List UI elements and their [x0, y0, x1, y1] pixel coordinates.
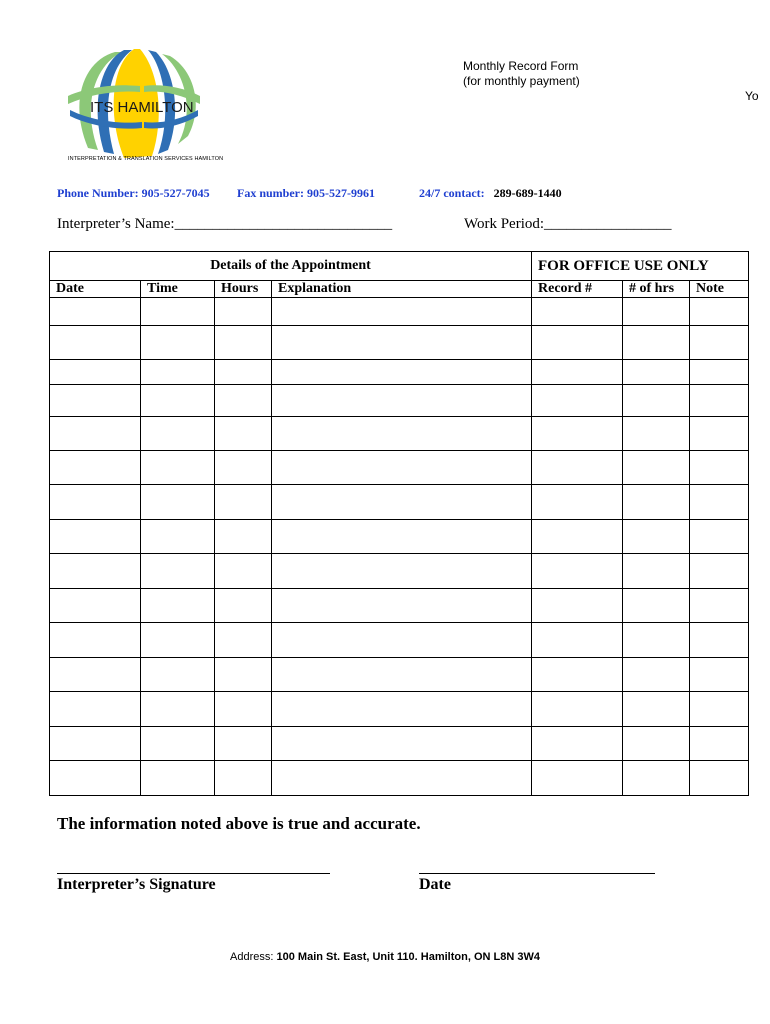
- cell-explanation[interactable]: [272, 520, 532, 554]
- cell-time[interactable]: [141, 417, 215, 451]
- cell-hours[interactable]: [215, 451, 272, 485]
- cell-note[interactable]: [690, 485, 749, 520]
- table-row: [50, 761, 749, 796]
- emergency-contact-value: 289-689-1440: [493, 186, 562, 200]
- group-header-row: [50, 252, 749, 281]
- col-record: Record #: [532, 281, 623, 298]
- signature-label: Interpreter’s Signature: [57, 876, 216, 893]
- cell-time[interactable]: [141, 623, 215, 658]
- cell-time[interactable]: [141, 485, 215, 520]
- cell-record[interactable]: [532, 298, 623, 326]
- table-row: [50, 298, 749, 326]
- cell-time[interactable]: [141, 385, 215, 417]
- cell-date[interactable]: [50, 360, 141, 385]
- cell-explanation[interactable]: [272, 385, 532, 417]
- cell-hours[interactable]: [215, 298, 272, 326]
- col-date: Date: [50, 281, 141, 298]
- logo-wordmark: ITS HAMILTON: [90, 99, 194, 116]
- cell-time[interactable]: [141, 727, 215, 761]
- cell-hrs[interactable]: [623, 554, 690, 589]
- cell-time[interactable]: [141, 692, 215, 727]
- cell-record[interactable]: [532, 417, 623, 451]
- cell-hours[interactable]: [215, 761, 272, 796]
- cell-record[interactable]: [532, 360, 623, 385]
- attestation-statement: The information noted above is true and accurate.: [57, 814, 421, 833]
- cell-record[interactable]: [532, 326, 623, 360]
- cell-note[interactable]: [690, 658, 749, 692]
- clipped-corner-text: Yo: [745, 89, 759, 103]
- cell-note[interactable]: [690, 326, 749, 360]
- table-row: [50, 485, 749, 520]
- cell-hrs[interactable]: [623, 385, 690, 417]
- cell-hrs[interactable]: [623, 417, 690, 451]
- logo-subtitle: INTERPRETATION & TRANSLATION SERVICES HAMILTON: [68, 156, 224, 162]
- table-row: [50, 727, 749, 761]
- cell-explanation[interactable]: [272, 658, 532, 692]
- cell-hrs[interactable]: [623, 485, 690, 520]
- office-use-header: FOR OFFICE USE ONLY: [532, 252, 749, 281]
- table-row: [50, 326, 749, 360]
- cell-explanation[interactable]: [272, 692, 532, 727]
- cell-note[interactable]: [690, 298, 749, 326]
- cell-record[interactable]: [532, 692, 623, 727]
- cell-record[interactable]: [532, 554, 623, 589]
- cell-time[interactable]: [141, 554, 215, 589]
- cell-date[interactable]: [50, 658, 141, 692]
- cell-note[interactable]: [690, 761, 749, 796]
- cell-date[interactable]: [50, 589, 141, 623]
- table-row: [50, 554, 749, 589]
- table-row: [50, 692, 749, 727]
- col-hrs: # of hrs: [623, 281, 690, 298]
- form-title-line2: (for monthly payment): [463, 74, 580, 88]
- cell-explanation[interactable]: [272, 727, 532, 761]
- cell-explanation[interactable]: [272, 589, 532, 623]
- cell-time[interactable]: [141, 360, 215, 385]
- col-explanation: Explanation: [272, 281, 532, 298]
- cell-hours[interactable]: [215, 692, 272, 727]
- cell-note[interactable]: [690, 623, 749, 658]
- cell-note[interactable]: [690, 385, 749, 417]
- cell-hrs[interactable]: [623, 692, 690, 727]
- blank-rows: [50, 298, 749, 796]
- cell-date[interactable]: [50, 417, 141, 451]
- cell-hrs[interactable]: [623, 451, 690, 485]
- appointment-details-header: Details of the Appointment: [50, 252, 532, 281]
- cell-hours[interactable]: [215, 485, 272, 520]
- cell-note[interactable]: [690, 417, 749, 451]
- cell-hours[interactable]: [215, 623, 272, 658]
- table-row: [50, 520, 749, 554]
- cell-record[interactable]: [532, 623, 623, 658]
- cell-time[interactable]: [141, 761, 215, 796]
- cell-note[interactable]: [690, 692, 749, 727]
- cell-explanation[interactable]: [272, 761, 532, 796]
- cell-time[interactable]: [141, 298, 215, 326]
- cell-explanation[interactable]: [272, 326, 532, 360]
- cell-explanation[interactable]: [272, 623, 532, 658]
- interpreter-name-field[interactable]: Interpreter’s Name:_____________________________: [57, 216, 393, 232]
- cell-hrs[interactable]: [623, 360, 690, 385]
- col-time: Time: [141, 281, 215, 298]
- address: [0, 951, 770, 963]
- cell-date[interactable]: [50, 298, 141, 326]
- cell-record[interactable]: [532, 451, 623, 485]
- col-hours: Hours: [215, 281, 272, 298]
- cell-record[interactable]: [532, 727, 623, 761]
- cell-date[interactable]: [50, 692, 141, 727]
- cell-note[interactable]: [690, 727, 749, 761]
- cell-hrs[interactable]: [623, 727, 690, 761]
- cell-record[interactable]: [532, 520, 623, 554]
- cell-hours[interactable]: [215, 520, 272, 554]
- cell-record[interactable]: [532, 761, 623, 796]
- col-note: Note: [690, 281, 749, 298]
- address-value: 100 Main St. East, Unit 110. Hamilton, ON L8N 3W4: [276, 951, 540, 963]
- cell-date[interactable]: [50, 385, 141, 417]
- cell-hrs[interactable]: [623, 658, 690, 692]
- cell-note[interactable]: [690, 589, 749, 623]
- cell-hours[interactable]: [215, 589, 272, 623]
- cell-note[interactable]: [690, 451, 749, 485]
- phone-number: Phone Number: 905-527-7045: [57, 186, 210, 200]
- its-hamilton-logo: [60, 40, 220, 170]
- table-row: [50, 623, 749, 658]
- column-header-row: [50, 281, 749, 298]
- cell-hours[interactable]: [215, 385, 272, 417]
- cell-hrs[interactable]: [623, 761, 690, 796]
- cell-hours[interactable]: [215, 326, 272, 360]
- form-title-line1: Monthly Record Form: [463, 59, 579, 73]
- table-row: [50, 589, 749, 623]
- cell-explanation[interactable]: [272, 554, 532, 589]
- cell-record[interactable]: [532, 385, 623, 417]
- fax-number: Fax number: 905-527-9961: [237, 186, 375, 200]
- table-row: [50, 385, 749, 417]
- cell-date[interactable]: [50, 451, 141, 485]
- date-line[interactable]: [419, 860, 655, 874]
- cell-date[interactable]: [50, 727, 141, 761]
- cell-note[interactable]: [690, 360, 749, 385]
- cell-explanation[interactable]: [272, 485, 532, 520]
- cell-record[interactable]: [532, 589, 623, 623]
- signature-line[interactable]: [57, 860, 330, 874]
- table-row: [50, 451, 749, 485]
- cell-hours[interactable]: [215, 727, 272, 761]
- cell-hrs[interactable]: [623, 623, 690, 658]
- cell-date[interactable]: [50, 485, 141, 520]
- cell-time[interactable]: [141, 520, 215, 554]
- cell-hours[interactable]: [215, 360, 272, 385]
- cell-date[interactable]: [50, 761, 141, 796]
- cell-record[interactable]: [532, 485, 623, 520]
- cell-time[interactable]: [141, 326, 215, 360]
- cell-date[interactable]: [50, 554, 141, 589]
- cell-record[interactable]: [532, 658, 623, 692]
- cell-hours[interactable]: [215, 658, 272, 692]
- cell-explanation[interactable]: [272, 417, 532, 451]
- cell-hrs[interactable]: [623, 326, 690, 360]
- table-row: [50, 658, 749, 692]
- address-label: Address:: [230, 951, 274, 963]
- form-title: [463, 59, 580, 89]
- cell-time[interactable]: [141, 589, 215, 623]
- table-row: [50, 360, 749, 385]
- cell-note[interactable]: [690, 554, 749, 589]
- cell-hours[interactable]: [215, 554, 272, 589]
- cell-hrs[interactable]: [623, 589, 690, 623]
- work-period-field[interactable]: Work Period:_________________: [464, 216, 672, 232]
- table-row: [50, 417, 749, 451]
- cell-explanation[interactable]: [272, 360, 532, 385]
- date-label: Date: [419, 876, 451, 893]
- records-table: [49, 251, 749, 796]
- emergency-contact-label: 24/7 contact:: [419, 186, 485, 200]
- cell-time[interactable]: [141, 658, 215, 692]
- cell-explanation[interactable]: [272, 451, 532, 485]
- cell-date[interactable]: [50, 326, 141, 360]
- cell-note[interactable]: [690, 520, 749, 554]
- cell-time[interactable]: [141, 451, 215, 485]
- cell-date[interactable]: [50, 623, 141, 658]
- emergency-contact: [419, 186, 562, 201]
- cell-hrs[interactable]: [623, 298, 690, 326]
- cell-date[interactable]: [50, 520, 141, 554]
- cell-hours[interactable]: [215, 417, 272, 451]
- cell-explanation[interactable]: [272, 298, 532, 326]
- cell-hrs[interactable]: [623, 520, 690, 554]
